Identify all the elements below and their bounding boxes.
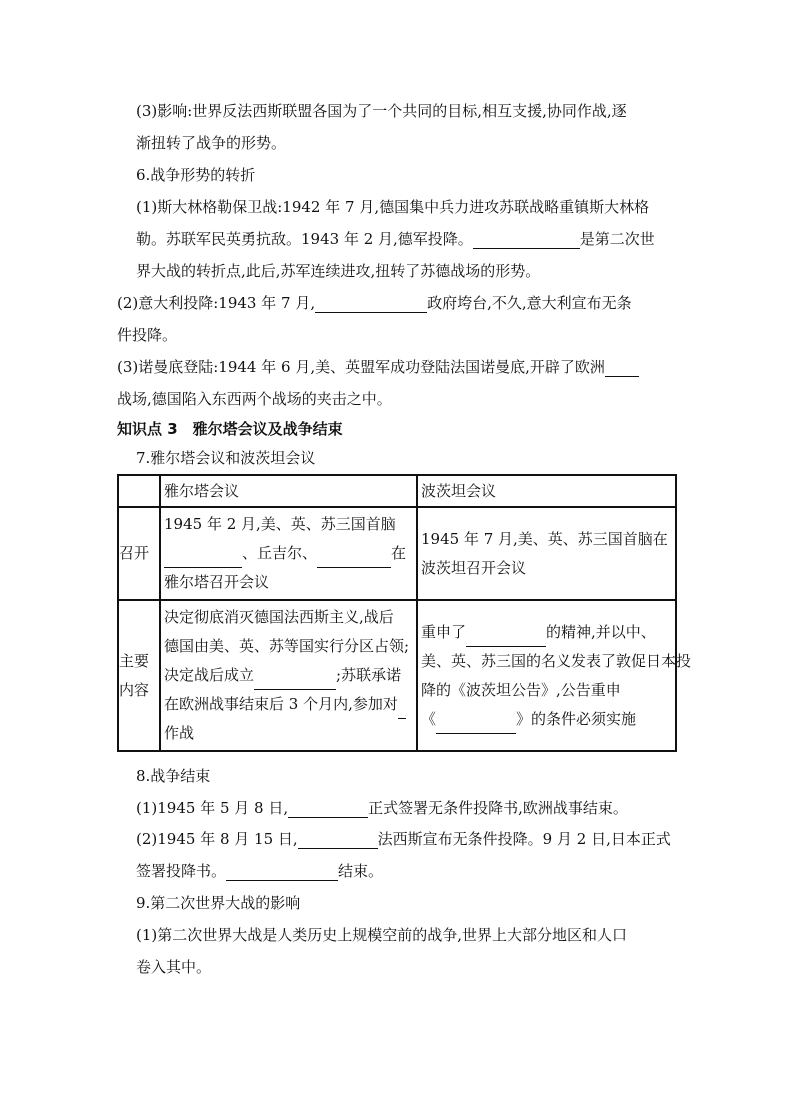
potsdam-content-line-2: 美、英、苏三国的名义发表了敦促日本投 — [421, 651, 692, 670]
potsdam-content-line-4-open: 《 — [421, 709, 437, 728]
yalta-content-line-4 — [164, 690, 413, 719]
yalta-content-line-3-text: 决定战后成立 — [164, 666, 255, 684]
italy-surrender-text: (2)意大利投降:1943 年 7 月, — [117, 294, 316, 312]
stalingrad-line-3: 界大战的转折点,此后,苏军连续进攻,扭转了苏德战场的形势。 — [136, 262, 541, 280]
potsdam-convened-line-2: 波茨坦召开会议 — [421, 558, 527, 577]
fill-blank[interactable] — [315, 297, 427, 313]
yalta-content-line-1: 决定彻底消灭德国法西斯主义,战后 — [164, 608, 394, 626]
yalta-convened-line-3: 雅尔塔召开会议 — [164, 573, 270, 591]
potsdam-content-line-1 — [421, 618, 672, 647]
yalta-convened-line-2-mid: 、丘吉尔、 — [242, 544, 318, 562]
section-8-title: 8.战争结束 — [136, 767, 211, 785]
potsdam-content-cell — [417, 600, 692, 751]
impact-paragraph-line-1: (3)影响:世界反法西斯联盟各国为了一个共同的目标,相互支援,协同作战,逐 — [136, 102, 627, 120]
yalta-content-line-3 — [164, 661, 413, 690]
row-label-convened: 召开 — [118, 507, 160, 600]
stalingrad-line-1: (1)斯大林格勒保卫战:1942 年 7 月,德国集中兵力进攻苏联战略重镇斯大林格 — [136, 198, 650, 216]
fill-blank[interactable] — [466, 631, 546, 647]
yalta-convened-line-1: 1945 年 2 月,美、英、苏三国首脑 — [164, 515, 396, 533]
yalta-convened-line-2 — [164, 539, 413, 568]
fill-blank[interactable] — [317, 552, 391, 568]
table-corner-cell — [118, 475, 160, 507]
potsdam-content-line-3: 降的《波茨坦公告》,公告重申 — [421, 680, 621, 699]
impact-paragraph-line-2: 渐扭转了战争的形势。 — [136, 134, 287, 152]
war-end-line-2-text: (2)1945 年 8 月 15 日, — [136, 830, 298, 848]
section-7-title: 7.雅尔塔会议和波茨坦会议 — [136, 449, 316, 467]
section-9-title: 9.第二次世界大战的影响 — [136, 894, 301, 912]
fill-blank[interactable] — [226, 865, 338, 881]
potsdam-content-line-4 — [421, 705, 672, 734]
war-end-line-1-text: (1)1945 年 5 月 8 日, — [136, 799, 289, 817]
stalingrad-line-2 — [136, 229, 655, 249]
potsdam-content-line-4-tail: 》的条件必须实施 — [516, 709, 637, 728]
italy-surrender-line-2: 件投降。 — [117, 326, 178, 344]
yalta-convened-line-2-tail: 在 — [391, 544, 407, 562]
row-label-content-line-1: 主要 — [119, 651, 150, 670]
ww2-impact-line-2: 卷入其中。 — [136, 958, 212, 976]
normandy-line-1 — [117, 357, 639, 377]
fill-blank[interactable] — [605, 361, 639, 377]
fill-blank[interactable] — [254, 674, 336, 690]
potsdam-convened-line-1: 1945 年 7 月,美、英、苏三国首脑在 — [421, 529, 668, 548]
row-label-content — [118, 600, 160, 751]
fill-blank[interactable] — [436, 718, 516, 734]
knowledge-point-3-heading: 知识点 3 雅尔塔会议及战争结束 — [117, 420, 343, 438]
war-end-line-2 — [136, 829, 671, 849]
fill-blank[interactable] — [473, 233, 580, 249]
table-row-content — [118, 600, 676, 751]
ww2-impact-line-1: (1)第二次世界大战是人类历史上规模空前的战争,世界上大部分地区和人口 — [136, 926, 628, 944]
section-6-title: 6.战争形势的转折 — [136, 166, 256, 184]
yalta-content-cell — [160, 600, 417, 751]
war-end-line-2-tail: 法西斯宣布无条件投降。9 月 2 日,日本正式 — [377, 830, 671, 848]
potsdam-header: 波茨坦会议 — [417, 475, 676, 507]
table-row-convened — [118, 507, 676, 600]
fill-blank[interactable] — [298, 833, 378, 849]
row-label-content-line-2: 内容 — [119, 680, 150, 699]
fill-blank[interactable] — [288, 802, 368, 818]
fill-blank[interactable] — [164, 552, 242, 568]
war-end-line-3-text: 签署投降书。 — [136, 862, 227, 880]
yalta-content-line-3-tail: ;苏联承诺 — [336, 666, 402, 684]
italy-surrender-line-1 — [117, 293, 632, 313]
normandy-text: (3)诺曼底登陆:1944 年 6 月,美、英盟军成功登陆法国诺曼底,开辟了欧洲 — [117, 358, 605, 376]
italy-surrender-tail: 政府垮台,不久,意大利宣布无条 — [427, 294, 632, 312]
war-end-line-1 — [136, 798, 628, 818]
yalta-header: 雅尔塔会议 — [160, 475, 417, 507]
potsdam-convened-cell — [417, 507, 676, 600]
fill-blank[interactable] — [398, 703, 406, 719]
war-end-line-3-tail: 结束。 — [338, 862, 384, 880]
yalta-convened-cell — [160, 507, 417, 600]
stalingrad-line-2-tail: 是第二次世 — [579, 230, 655, 248]
war-end-line-3 — [136, 861, 383, 881]
normandy-line-2: 战场,德国陷入东西两个战场的夹击之中。 — [117, 390, 392, 408]
potsdam-content-line-1-tail: 的精神,并以中、 — [546, 622, 656, 641]
yalta-content-line-5: 作战 — [164, 724, 195, 742]
conference-table — [117, 474, 692, 752]
stalingrad-line-2-text: 勒。苏联军民英勇抗敌。1943 年 2 月,德军投降。 — [136, 230, 473, 248]
war-end-line-1-tail: 正式签署无条件投降书,欧洲战事结束。 — [368, 799, 628, 817]
potsdam-content-line-1-text: 重申了 — [421, 622, 467, 641]
yalta-content-line-4-text: 在欧洲战事结束后 3 个月内,参加对 — [164, 695, 398, 713]
yalta-content-line-2: 德国由美、英、苏等国实行分区占领; — [164, 637, 410, 655]
table-header-row — [118, 475, 676, 507]
